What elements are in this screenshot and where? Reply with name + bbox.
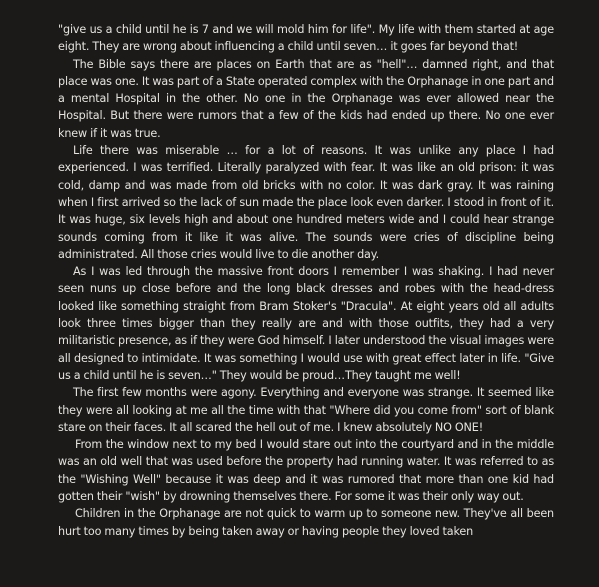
paragraph-7: Children in the Orphanage are not quick to warm up to someone new. They've all been hurt too many times by being taken away or having people they loved taken <box>58 507 554 538</box>
body-text <box>58 21 554 540</box>
paragraph-2: The Bible says there are places on Earth that are as "hell"… damned right, and that place was one. It was part of a State operated complex with the Orphanage in one part and a mental Hospital in the other. No one in the Orphanage was ever allowed near the Hospital. But there were rumors that a few of the kids had ended up there. No one ever knew if it was true. <box>58 57 554 140</box>
paragraph-6: From the window next to my bed I would stare out into the courtyard and in the middle was an old well that was used before the property had running water. It was referred to as the "Wishing Well" because it was deep and it was rumored that more than one kid had gotten their "wish" by drowning themselves there. For some it was their only way out. <box>58 438 554 504</box>
paragraph-4: As I was led through the massive front doors I remember I was shaking. I had never seen nuns up close before and the long black dresses and robes with the head-dress looked like something straight from Bram Stoker's "Dracula". At eight years old all adults look three times bigger than they really are and with those outfits, they had a very militaristic presence, as if they were God himself. I later understood the visual images were all designed to intimidate. It was something I would use with great effect later in life. "Give us a child until he is seven…" They would be proud…They taught me well! <box>58 265 554 382</box>
paragraph-3: Life there was miserable … for a lot of reasons. It was unlike any place I had experienced. I was terrified. Literally paralyzed with fear. It was like an old prison: it was cold, damp and was made from old bricks with no color. It was dark gray. It was raining when I first arrived so the lack of sun made the place look even darker. I stood in front of it. It was huge, six levels high and about one hundred meters wide and I could hear strange sounds coming from it like it was alive. The sounds were cries of discipline being administrated. All those cries would live to die another day. <box>58 144 554 261</box>
paragraph-5: The first few months were agony. Everything and everyone was strange. It seemed like they were all looking at me all the time with that "Where did you come from" sort of blank stare on their faces. It all scared the hell out of me. I knew absolutely NO ONE! <box>58 386 554 434</box>
paragraph-1: "give us a child until he is 7 and we will mold him for life". My life with them started at age eight. They are wrong about influencing a child until seven… it goes far beyond that! <box>58 23 554 54</box>
